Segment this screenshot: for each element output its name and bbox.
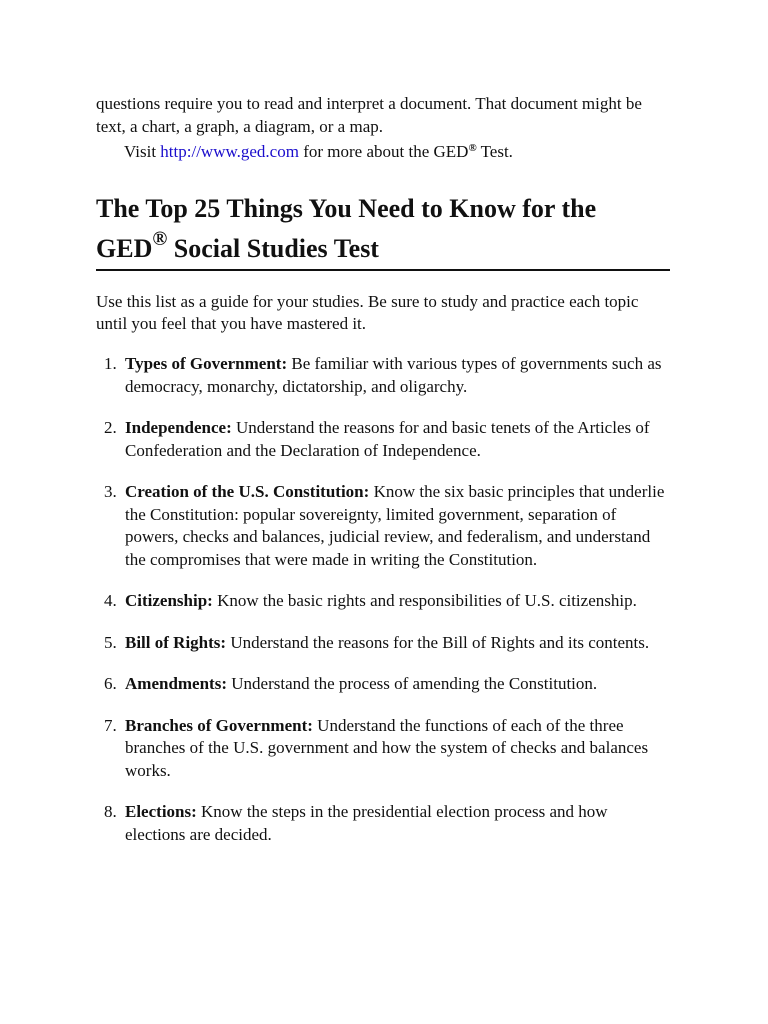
list-item	[96, 715, 672, 783]
list-item	[96, 353, 672, 398]
ged-website-link[interactable]: http://www.ged.com	[160, 142, 299, 161]
item-term: Independence:	[125, 418, 232, 437]
lead-paragraph: Use this list as a guide for your studies. Be sure to study and practice each topic until you feel that you have mastered it.	[96, 292, 639, 333]
item-text: Be familiar with various types of governments such as democracy, monarchy, dictatorship, and oligarchy.	[125, 354, 662, 396]
item-number: 4.	[104, 591, 117, 610]
item-number: 3.	[104, 482, 117, 501]
section-heading	[96, 189, 672, 269]
heading-ged: GED	[96, 234, 153, 263]
list-item	[96, 801, 672, 846]
visit-suffix-end: Test.	[476, 142, 513, 161]
item-text: Know the six basic principles that underlie the Constitution: popular sovereignty, limited government, separation of powers, checks and balances, judicial review, and federalism, and understand the compromises that were made in writing the Constitution.	[125, 482, 665, 569]
heading-registered-mark: ®	[152, 228, 168, 250]
item-text: Understand the process of amending the Constitution.	[227, 674, 598, 693]
intro-continued-paragraph: questions require you to read and interpret a document. That document might be text, a chart, a graph, a diagram, or a map.	[96, 94, 642, 136]
topic-list	[96, 353, 672, 846]
item-term: Amendments:	[125, 674, 227, 693]
item-term: Branches of Government:	[125, 715, 313, 735]
item-term: Citizenship:	[125, 591, 213, 610]
item-text: Understand the reasons for and basic tenets of the Articles of Confederation and the Declaration of Independence.	[125, 418, 650, 460]
item-text: Understand the reasons for the Bill of Rights and its contents.	[226, 632, 650, 652]
item-text: Understand the functions of each of the three branches of the U.S. government and how the system of checks and balances works.	[125, 715, 649, 780]
list-item	[96, 481, 672, 571]
item-term: Types of Government:	[125, 354, 288, 373]
list-item	[96, 632, 672, 655]
item-text: Know the basic rights and responsibilities of U.S. citizenship.	[212, 591, 637, 610]
heading-line-1: The Top 25 Things You Need to Know for the	[96, 194, 597, 223]
item-number: 2.	[104, 418, 117, 437]
visit-prefix: Visit	[124, 142, 161, 161]
registered-mark: ®	[468, 142, 477, 154]
item-term: Elections:	[125, 802, 197, 821]
item-term: Bill of Rights:	[125, 632, 227, 652]
visit-suffix: for more about the GED	[298, 142, 469, 161]
list-item	[96, 590, 672, 613]
list-item	[96, 417, 672, 462]
visit-paragraph	[96, 140, 672, 163]
heading-divider	[96, 269, 670, 271]
item-number: 8.	[104, 802, 117, 821]
item-text: Know the steps in the presidential election process and how elections are decided.	[125, 802, 608, 844]
item-term: Creation of the U.S. Constitution:	[125, 482, 370, 501]
document-page	[96, 92, 672, 865]
item-number: 1.	[104, 354, 117, 373]
list-item	[96, 673, 672, 696]
item-number: 7.	[104, 715, 117, 735]
heading-line-2: Social Studies Test	[167, 234, 379, 263]
item-number: 6.	[104, 674, 117, 693]
item-number: 5.	[104, 632, 117, 652]
